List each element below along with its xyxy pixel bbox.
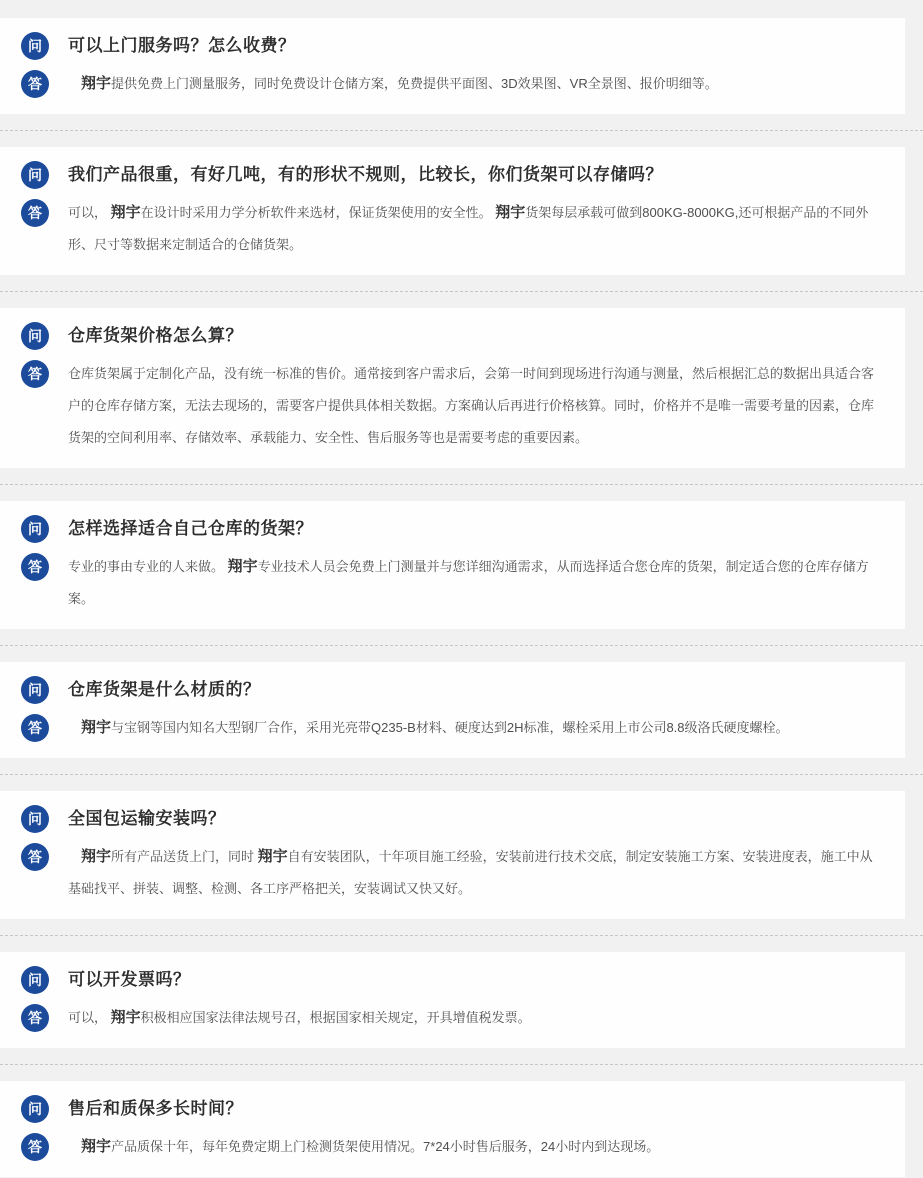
question-text: 我们产品很重，有好几吨，有的形状不规则，比较长，你们货架可以存储吗？ bbox=[68, 165, 663, 184]
answer-badge: 答 bbox=[21, 1004, 49, 1032]
question-badge: 问 bbox=[21, 1095, 49, 1123]
answer-text: 仓库货架属于定制化产品，没有统一标准的售价。通常接到客户需求后，会第一时间到现场进行沟通与测量，然后根据汇总的数据出具适合客户的仓库存储方案，无法去现场的，需要客户提供具体相关数据。方案确认后再进行价格核算。同时，价格并不是唯一需要考量的因素，仓库货架的空间利用率、存储效率、承载能力、安全性、售后服务等也是需要考虑的重要因素。 bbox=[68, 366, 875, 445]
question-badge: 问 bbox=[21, 805, 49, 833]
answer-badge: 答 bbox=[21, 714, 49, 742]
answer-text: 可以， 翔宇积极相应国家法律法规号召，根据国家相关规定，开具增值税发票。 bbox=[68, 1009, 531, 1026]
question-badge: 问 bbox=[21, 676, 49, 704]
faq-item bbox=[0, 952, 905, 1048]
dashed-divider bbox=[0, 130, 923, 131]
question-text: 仓库货架价格怎么算？ bbox=[68, 326, 243, 345]
answer-badge: 答 bbox=[21, 70, 49, 98]
question-badge: 问 bbox=[21, 322, 49, 350]
answer-text: 翔宇提供免费上门测量服务，同时免费设计仓储方案，免费提供平面图、3D效果图、VR全景图、报价明细等。 bbox=[81, 75, 718, 92]
card-gap bbox=[0, 629, 923, 662]
faq-item bbox=[0, 308, 905, 468]
dashed-divider bbox=[0, 774, 923, 775]
question-text: 可以开发票吗？ bbox=[68, 970, 191, 989]
answer-badge: 答 bbox=[21, 1133, 49, 1161]
dashed-divider bbox=[0, 484, 923, 485]
answer-badge: 答 bbox=[21, 843, 49, 871]
card-gap bbox=[0, 1048, 923, 1081]
card-gap bbox=[0, 919, 923, 952]
dashed-divider bbox=[0, 935, 923, 936]
dashed-divider bbox=[0, 291, 923, 292]
answer-text: 翔宇与宝钢等国内知名大型钢厂合作，采用光亮带Q235-B材料、硬度达到2H标准，螺栓采用上市公司8.8级洛氏硬度螺栓。 bbox=[81, 719, 789, 736]
card-gap bbox=[0, 114, 923, 147]
dashed-divider bbox=[0, 1064, 923, 1065]
faq-item bbox=[0, 501, 905, 629]
question-badge: 问 bbox=[21, 32, 49, 60]
answer-text: 翔宇所有产品送货上门，同时 翔宇自有安装团队，十年项目施工经验，安装前进行技术交底，制定安装施工方案、安装进度表，施工中从基础找平、拼装、调整、检测、各工序严格把关，安装调试又快又好。 bbox=[68, 848, 873, 896]
answer-badge: 答 bbox=[21, 553, 49, 581]
faq-item bbox=[0, 791, 905, 919]
faq-item bbox=[0, 1081, 905, 1177]
question-text: 可以上门服务吗？怎么收费？ bbox=[68, 36, 296, 55]
answer-text: 可以， 翔宇在设计时采用力学分析软件来选材，保证货架使用的安全性。 翔宇货架每层承载可做到800KG-8000KG,还可根据产品的不同外形、尺寸等数据来定制适合的仓储货架。 bbox=[68, 204, 869, 252]
answer-badge: 答 bbox=[21, 360, 49, 388]
question-badge: 问 bbox=[21, 515, 49, 543]
question-badge: 问 bbox=[21, 161, 49, 189]
card-gap bbox=[0, 468, 923, 501]
faq-item bbox=[0, 18, 905, 114]
question-text: 全国包运输安装吗？ bbox=[68, 809, 226, 828]
faq-item bbox=[0, 147, 905, 275]
faq-item bbox=[0, 662, 905, 758]
question-text: 售后和质保多长时间？ bbox=[68, 1099, 243, 1118]
dashed-divider bbox=[0, 645, 923, 646]
answer-badge: 答 bbox=[21, 199, 49, 227]
card-gap bbox=[0, 275, 923, 308]
top-spacer bbox=[0, 0, 923, 18]
card-gap bbox=[0, 758, 923, 791]
question-text: 怎样选择适合自己仓库的货架？ bbox=[68, 519, 313, 538]
question-text: 仓库货架是什么材质的？ bbox=[68, 680, 261, 699]
question-badge: 问 bbox=[21, 966, 49, 994]
answer-text: 翔宇产品质保十年，每年免费定期上门检测货架使用情况。7*24小时售后服务，24小时内到达现场。 bbox=[81, 1138, 660, 1155]
answer-text: 专业的事由专业的人来做。 翔宇专业技术人员会免费上门测量并与您详细沟通需求，从而选择适合您仓库的货架，制定适合您的仓库存储方案。 bbox=[68, 558, 869, 606]
